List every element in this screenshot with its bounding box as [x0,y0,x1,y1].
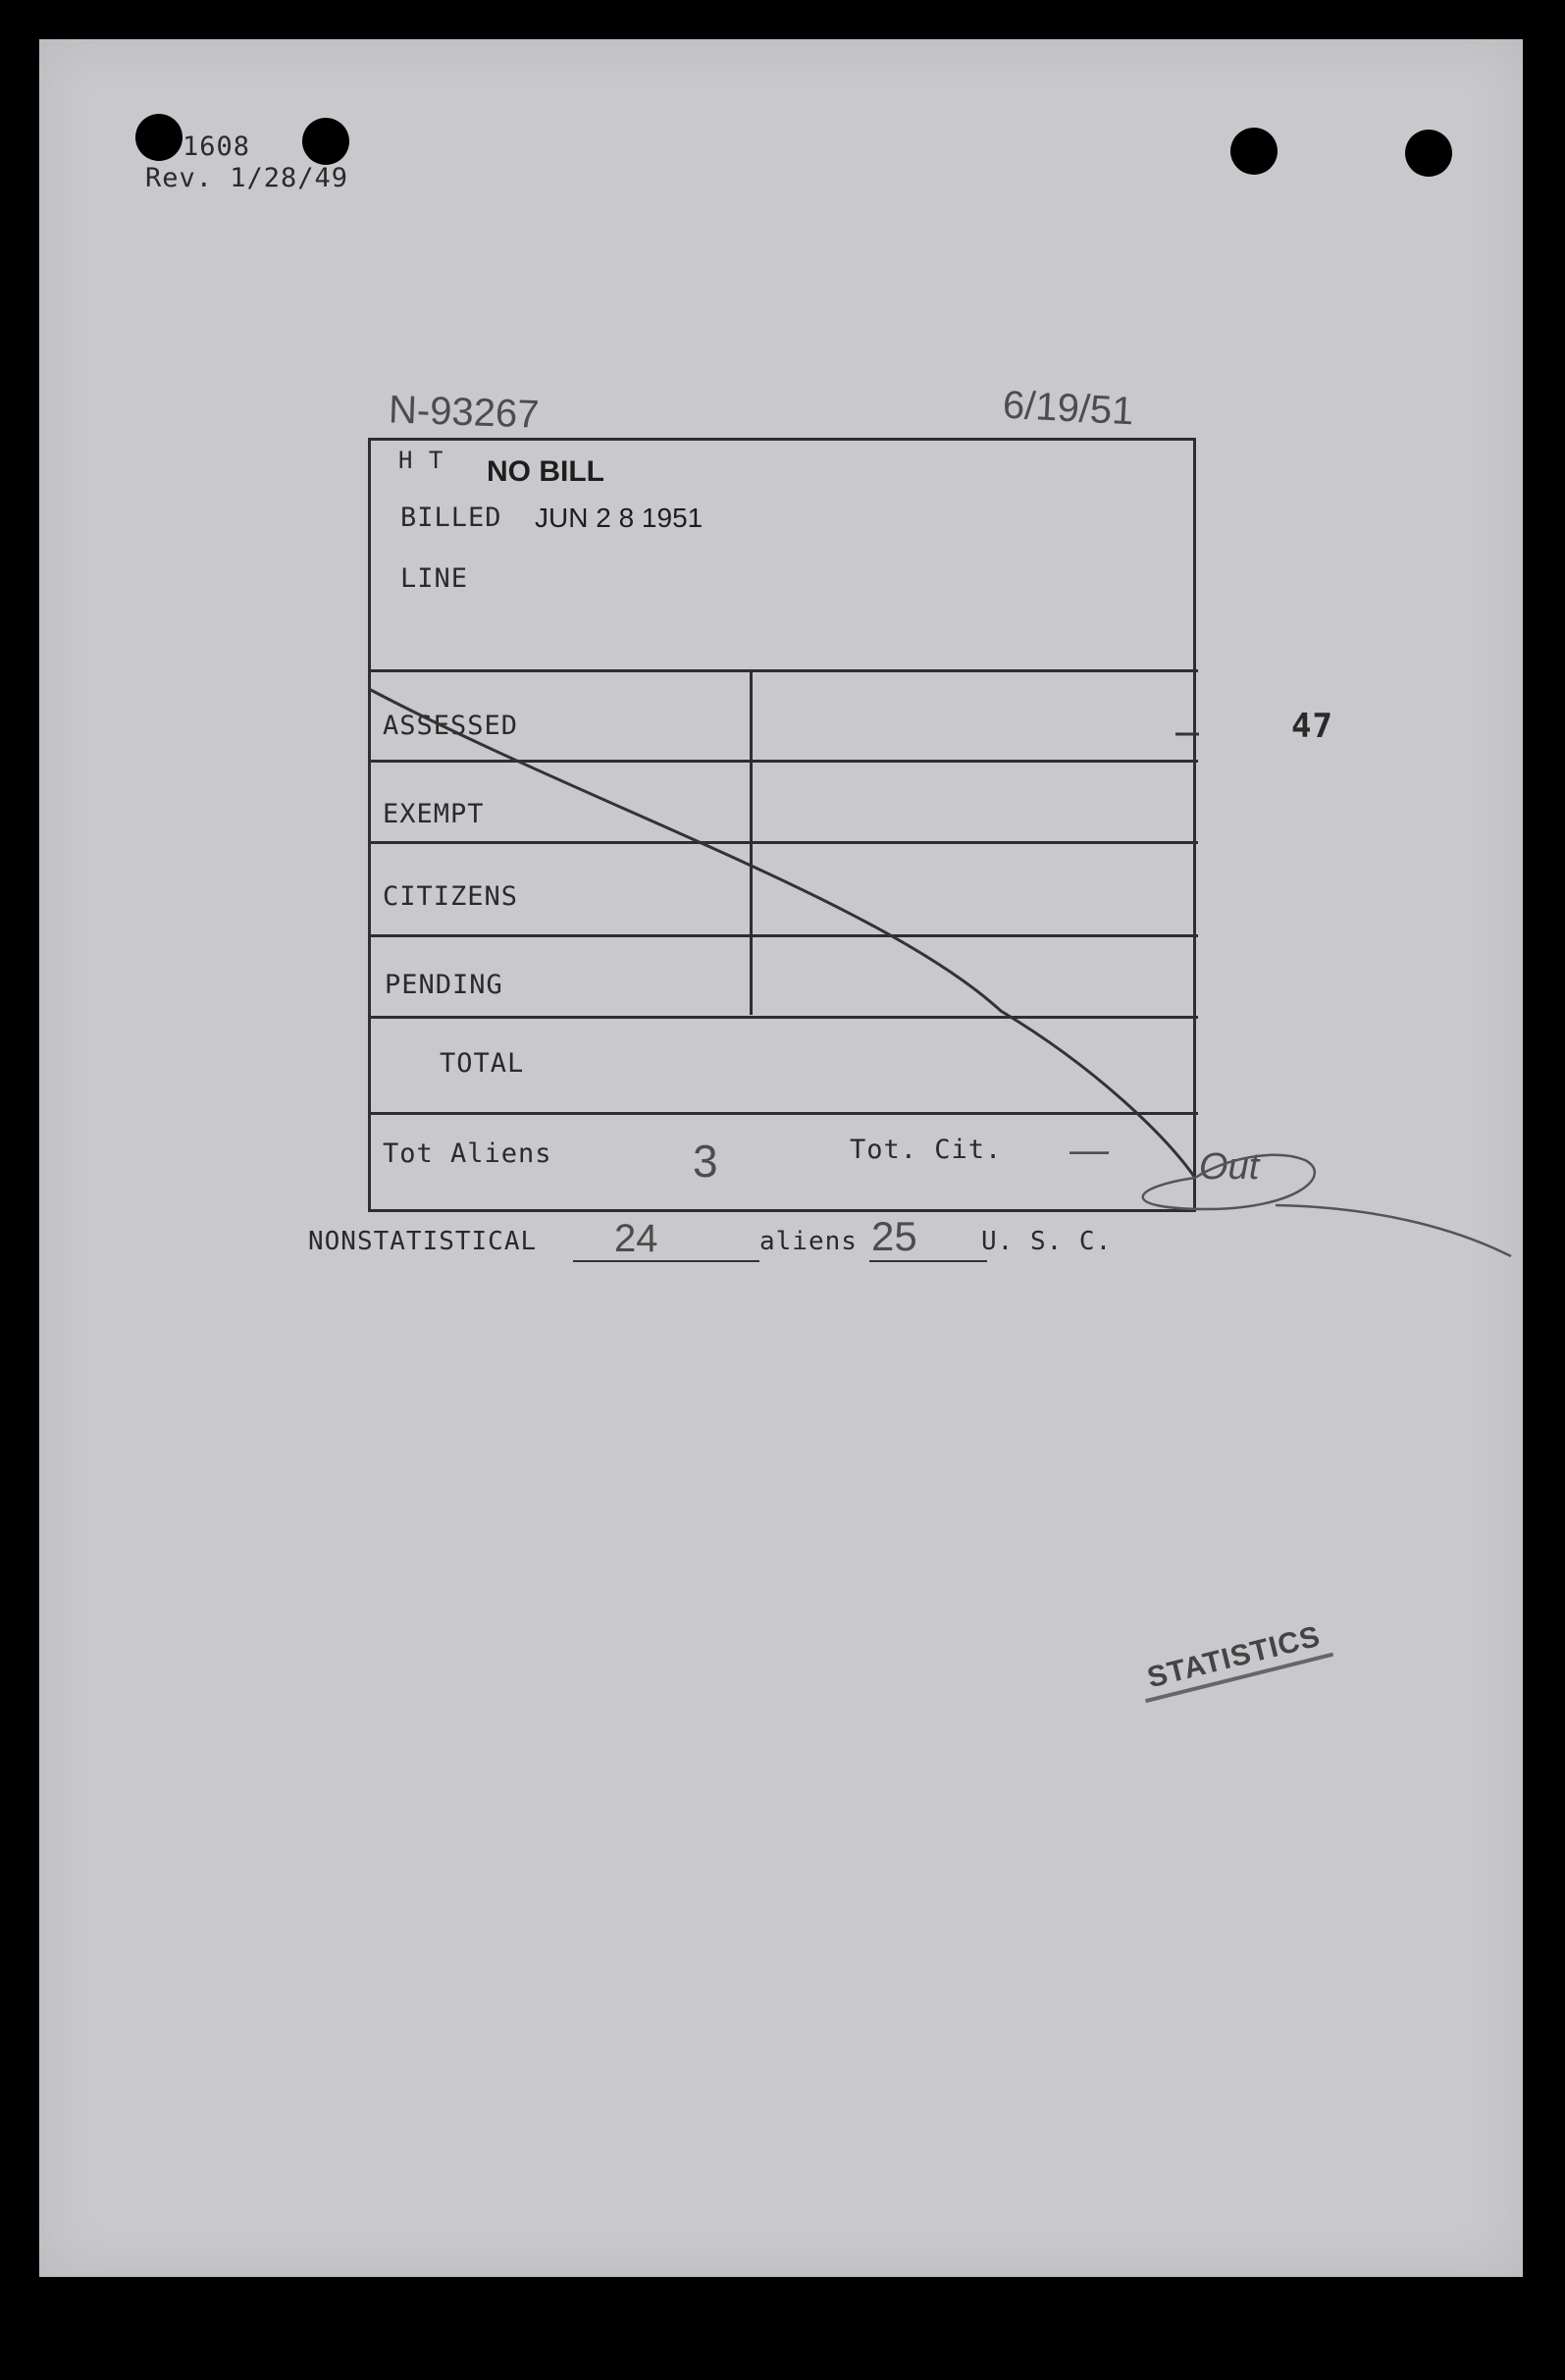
tot-aliens-value: 3 [693,1136,718,1187]
form-revision: Rev. 1/28/49 [145,163,349,193]
nonstatistical-usc-label: U. S. C. [981,1227,1113,1256]
nonstatistical-aliens-count: 24 [614,1217,658,1260]
file-number: N-93267 [388,388,541,437]
ht-label: H T [398,447,444,474]
tot-cit-label: Tot. Cit. [850,1135,1003,1165]
billed-date-stamp: JUN 2 8 1951 [535,502,704,533]
nonstatistical-aliens-label: aliens [759,1227,858,1256]
row-label-citizens: CITIZENS [383,881,519,912]
handwritten-date: 6/19/51 [1001,383,1135,434]
statistics-stamp: STATISTICS [1136,1616,1333,1703]
billed-label: BILLED [400,502,502,533]
out-mark: Out [1199,1146,1260,1188]
no-bill-stamp: NO BILL [487,455,604,488]
total-label: TOTAL [440,1048,525,1079]
nonstatistical-label: NONSTATISTICAL [308,1227,538,1256]
tot-cit-value: — [1069,1129,1109,1172]
nonstatistical-usc-count: 25 [871,1213,917,1259]
page-number: 47 [1291,707,1333,746]
tot-aliens-label: Tot Aliens [383,1138,552,1169]
cancel-strike-line [369,689,1195,1178]
line-label: LINE [400,563,469,594]
row-label-exempt: EXEMPT [383,799,485,829]
out-loop-mark [1143,1155,1511,1256]
form-number: 1608 [183,132,251,162]
row-label-pending: PENDING [385,970,503,1000]
row-label-assessed: ASSESSED [383,711,519,741]
